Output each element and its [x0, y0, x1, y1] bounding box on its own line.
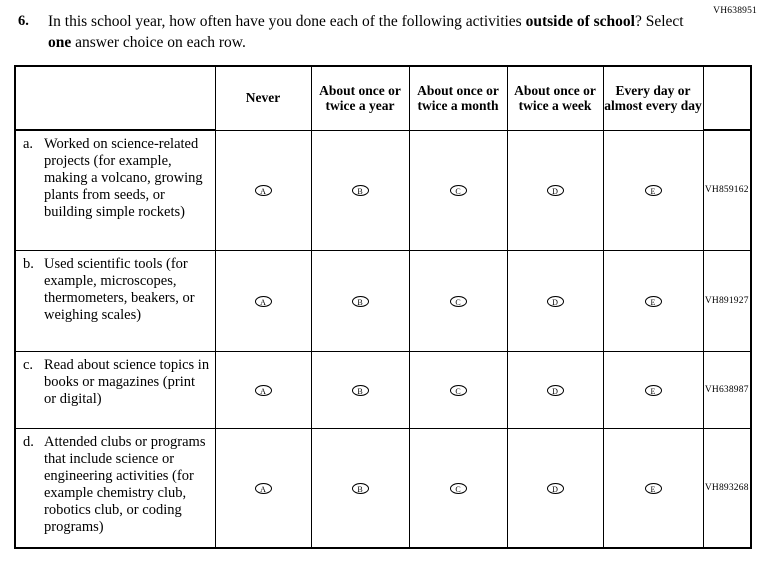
radio-bubble-c3[interactable]: C — [450, 385, 467, 396]
row-a-label: a. — [23, 136, 34, 152]
row-b-option-month[interactable] — [409, 250, 507, 351]
radio-bubble-a2[interactable]: B — [352, 185, 369, 196]
row-c-option-month[interactable] — [409, 351, 507, 428]
row-d-item — [15, 428, 215, 548]
row-d-option-week[interactable] — [507, 428, 603, 548]
header-never: Never — [215, 66, 311, 130]
row-c-option-never[interactable] — [215, 351, 311, 428]
radio-bubble-a4[interactable]: D — [547, 185, 564, 196]
row-c-option-year[interactable] — [311, 351, 409, 428]
question-text: In this school year, how often have you done each of the following activities outside of school? Select one answer choice on each row. — [48, 13, 684, 51]
grid-body — [15, 130, 751, 548]
row-d-id: VH893268 — [703, 428, 751, 548]
radio-bubble-b4[interactable]: D — [547, 296, 564, 307]
row-b-option-never[interactable] — [215, 250, 311, 351]
row-a-id: VH859162 — [703, 130, 751, 250]
radio-bubble-d1[interactable]: A — [255, 483, 272, 494]
row-d-text: Attended clubs or programs that include science or engineering activities (for example chemistry club, robotics club, or coding programs) — [44, 433, 206, 536]
radio-bubble-b3[interactable]: C — [450, 296, 467, 307]
header-once-twice-month: About once or twice a month — [409, 66, 507, 130]
radio-bubble-c5[interactable]: E — [645, 385, 662, 396]
row-b-item — [15, 250, 215, 351]
radio-bubble-c2[interactable]: B — [352, 385, 369, 396]
row-a-option-never[interactable] — [215, 130, 311, 250]
row-a-option-month[interactable] — [409, 130, 507, 250]
radio-bubble-a5[interactable]: E — [645, 185, 662, 196]
row-c-label: c. — [23, 356, 34, 373]
header-every-day: Every day or almost every day — [603, 66, 703, 130]
radio-bubble-d3[interactable]: C — [450, 483, 467, 494]
question-number: 6. — [18, 13, 29, 29]
header-id-column — [703, 66, 751, 130]
row-b-label: b. — [23, 255, 34, 272]
radio-bubble-d5[interactable]: E — [645, 483, 662, 494]
page-item-id: VH638951 — [713, 6, 757, 16]
table-row — [15, 428, 751, 548]
radio-bubble-b2[interactable]: B — [352, 296, 369, 307]
radio-bubble-b5[interactable]: E — [645, 296, 662, 307]
table-row — [15, 351, 751, 428]
row-c-item — [15, 351, 215, 428]
row-d-label: d. — [23, 433, 34, 450]
row-c-option-week[interactable] — [507, 351, 603, 428]
row-d-option-year[interactable] — [311, 428, 409, 548]
row-d-option-month[interactable] — [409, 428, 507, 548]
row-b-id: VH891927 — [703, 250, 751, 351]
table-row — [15, 250, 751, 351]
row-a-option-week[interactable] — [507, 130, 603, 250]
row-a-option-everyday[interactable] — [603, 130, 703, 250]
response-grid — [14, 65, 752, 549]
row-a-text: Worked on science-related projects (for example, making a volcano, growing plants from seeds, or building simple rockets) — [44, 136, 203, 221]
row-c-text: Read about science topics in books or magazines (print or digital) — [44, 356, 210, 407]
row-c-id: VH638987 — [703, 351, 751, 428]
row-b-text: Used scientific tools (for example, microscopes, thermometers, beakers, or weighing scales) — [44, 255, 195, 323]
radio-bubble-c1[interactable]: A — [255, 385, 272, 396]
question-stem — [18, 12, 708, 54]
row-d-option-never[interactable] — [215, 428, 311, 548]
row-c-option-everyday[interactable] — [603, 351, 703, 428]
table-row — [15, 130, 751, 250]
row-a-item — [15, 130, 215, 250]
radio-bubble-d4[interactable]: D — [547, 483, 564, 494]
header-once-twice-week: About once or twice a week — [507, 66, 603, 130]
radio-bubble-c4[interactable]: D — [547, 385, 564, 396]
row-b-option-year[interactable] — [311, 250, 409, 351]
header-item-column — [15, 66, 215, 130]
radio-bubble-a1[interactable]: A — [255, 185, 272, 196]
radio-bubble-d2[interactable]: B — [352, 483, 369, 494]
row-d-option-everyday[interactable] — [603, 428, 703, 548]
radio-bubble-b1[interactable]: A — [255, 296, 272, 307]
header-once-twice-year: About once or twice a year — [311, 66, 409, 130]
row-b-option-everyday[interactable] — [603, 250, 703, 351]
grid-header-row — [15, 66, 751, 130]
row-b-option-week[interactable] — [507, 250, 603, 351]
row-a-option-year[interactable] — [311, 130, 409, 250]
radio-bubble-a3[interactable]: C — [450, 185, 467, 196]
